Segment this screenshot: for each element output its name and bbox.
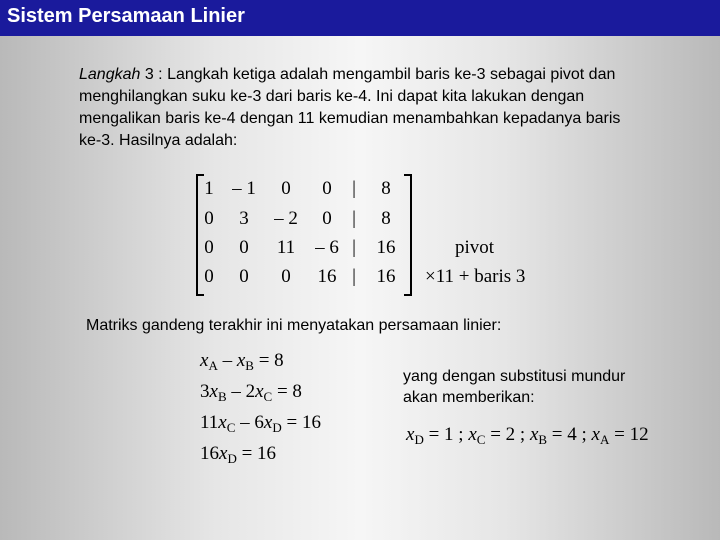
eq-rhs: = 8: [272, 381, 302, 402]
row4-operation-note: ×11 + baris 3: [425, 266, 526, 287]
result-variable: x: [406, 424, 415, 445]
matrix-row-4: [196, 266, 412, 290]
eq-coefficient: 16: [200, 443, 219, 464]
solution-line: [406, 424, 649, 448]
result-value: = 12: [609, 424, 649, 445]
matrix-separator: |: [352, 266, 356, 287]
eq-subscript: A: [208, 358, 218, 373]
matrix-cell: – 1: [232, 178, 256, 199]
matrix-cell: 0: [281, 266, 291, 287]
augmented-matrix: [196, 174, 412, 294]
eq-variable: x: [219, 443, 228, 464]
eq-rhs: = 16: [236, 443, 277, 464]
matrix-cell: 0: [322, 178, 332, 199]
matrix-cell: 16: [376, 266, 396, 287]
eq-variable: x: [218, 412, 227, 433]
title-bar: [0, 0, 720, 36]
page-title: Sistem Persamaan Linier: [7, 5, 245, 27]
eq-subscript: C: [263, 389, 273, 404]
result-variable: x: [468, 424, 477, 445]
matrix-row-2: [196, 208, 412, 232]
eq-variable: x: [255, 381, 264, 402]
matrix-separator: |: [352, 237, 356, 258]
eq-subscript: C: [226, 420, 236, 435]
matrix-row-3: [196, 237, 412, 261]
equation-3: [200, 412, 321, 436]
matrix-cell: 1: [204, 178, 214, 199]
matrix-cell: 16: [317, 266, 337, 287]
eq-subscript: B: [245, 358, 254, 373]
matrix-cell: 0: [204, 266, 214, 287]
matrix-cell: 0: [239, 237, 249, 258]
result-value: = 1 ;: [423, 424, 469, 445]
substitution-note: yang dengan substitusi mundur akan memberikan:: [403, 368, 626, 406]
eq-variable: x: [209, 381, 218, 402]
eq-variable: x: [200, 350, 209, 371]
matrix-cell: 0: [281, 178, 291, 199]
result-subscript: C: [476, 432, 486, 447]
matrix-cell: 0: [204, 237, 214, 258]
matrix-cell: 0: [204, 208, 214, 229]
result-variable: x: [591, 424, 600, 445]
eq-coefficient: 3: [200, 381, 210, 402]
result-value: = 4 ;: [547, 424, 592, 445]
eq-subscript: B: [217, 389, 227, 404]
eq-rhs: = 16: [281, 412, 321, 433]
eq-rhs: = 8: [253, 350, 284, 371]
matrix-cell: 8: [381, 178, 391, 199]
result-subscript: B: [538, 432, 548, 447]
eq-subscript: D: [272, 420, 282, 435]
matrix-cell: – 6: [315, 237, 339, 258]
intro-text: 3 : Langkah ketiga adalah mengambil baris ke-3 sebagai pivot dan menghilangkan suku ke-3 dari baris ke-4. Ini dapat kita lakukan dengan mengalikan baris ke-4 dengan 11 kemudian menambahkan kepadanya baris ke-3. Hasilnya adalah:: [79, 66, 621, 149]
matrix-separator: |: [352, 208, 356, 229]
eq-variable: x: [236, 350, 246, 371]
result-variable: x: [529, 424, 539, 445]
eq-variable: x: [263, 412, 273, 433]
eq-operator: – 6: [235, 412, 264, 433]
eq-coefficient: 11: [200, 412, 219, 433]
equation-1: [200, 350, 284, 374]
result-subscript: A: [599, 432, 610, 447]
equation-4: [200, 443, 276, 467]
eq-subscript: D: [227, 451, 237, 466]
result-value: = 2 ;: [485, 424, 530, 445]
matrix-cell: 0: [322, 208, 332, 229]
intro-lead: Langkah: [79, 66, 141, 83]
eq-operator: –: [217, 350, 237, 371]
intro-paragraph: [79, 64, 639, 152]
matrix-separator: |: [352, 178, 356, 199]
matrix-row-1: [196, 178, 412, 202]
matrix-cell: 0: [239, 266, 249, 287]
result-subscript: D: [414, 432, 424, 447]
pivot-note: pivot: [455, 237, 495, 258]
matrix-cell: 8: [381, 208, 391, 229]
matrix-cell: 16: [376, 237, 396, 258]
matrix-cell: 11: [276, 237, 296, 258]
eq-operator: – 2: [226, 381, 256, 402]
section-label: Matriks gandeng terakhir ini menyatakan persamaan linier:: [86, 317, 502, 334]
matrix-cell: 3: [239, 208, 249, 229]
matrix-cell: – 2: [274, 208, 298, 229]
equation-2: [200, 381, 302, 405]
